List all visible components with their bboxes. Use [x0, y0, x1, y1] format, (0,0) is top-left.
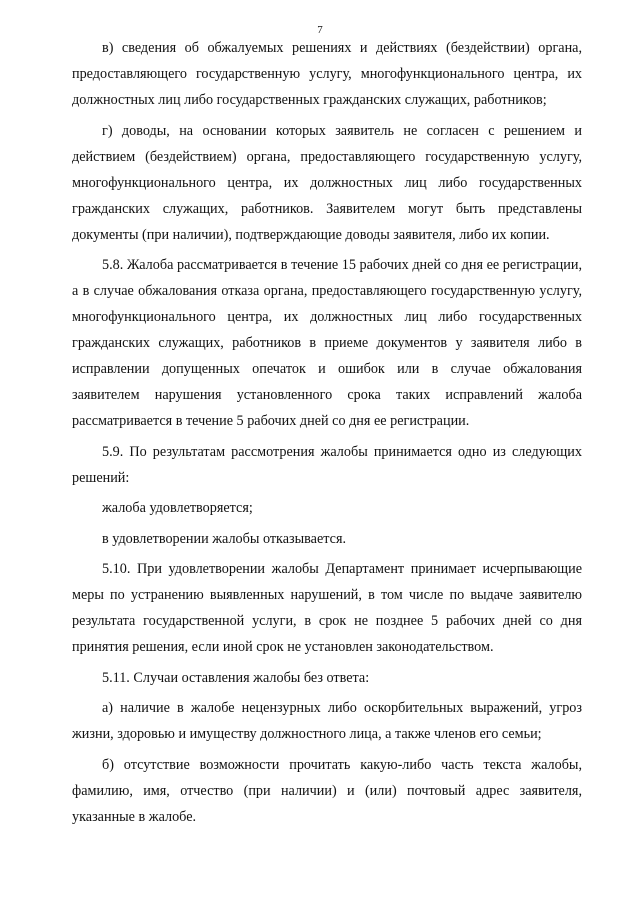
document-body [72, 35, 582, 834]
decision-refused: в удовлетворении жалобы отказывается. [102, 530, 347, 547]
paragraph-b-unreadable-text: б) отсутствие возможности прочитать какую-либо часть текста жалобы, фамилию, имя, отчество (при наличии) и (или) почтовый адрес заявителя, указанные в жалобе. [72, 756, 582, 825]
paragraph-5-8-review-period: 5.8. Жалоба рассматривается в течение 15 рабочих дней со дня ее регистрации, а в случае обжалования отказа органа, предоставляющего государственную услугу, многофункционального центра, их должностных лиц либо государственных гражданских служащих, работников в приеме документов у заявителя либо в исправлении допущенных опечаток и ошибок или в случае обжалования заявителем нарушения установленного срока таких исправлений жалоба рассматривается в течение 5 рабочих дней со дня ее регистрации. [72, 257, 582, 429]
page-number: 7 [317, 24, 323, 36]
paragraph-g-arguments: г) доводы, на основании которых заявитель не согласен с решением и действием (бездействием) органа, предоставляющего государственную услугу, многофункционального центра, их должностных лиц либо государственных гражданских служащих, работников. Заявителем могут быть представлены документы (при наличии), подтверждающие доводы заявителя, либо их копии. [72, 122, 582, 243]
paragraph-v-appeal-details: в) сведения об обжалуемых решениях и действиях (бездействии) органа, предоставляющего государственную услугу, многофункционального центра, их должностных лиц либо государственных гражданских служащих, работников; [72, 40, 582, 108]
paragraph-a-obscene-language: а) наличие в жалобе нецензурных либо оскорбительных выражений, угроз жизни, здоровью и имуществу должностного лица, а также членов его семьи; [72, 700, 582, 742]
paragraph-5-10-remedy: 5.10. При удовлетворении жалобы Департамент принимает исчерпывающие меры по устранению выявленных нарушений, в том числе по выдаче заявителю результата государственной услуги, в срок не позднее 5 рабочих дней со дня принятия решения, если иной срок не установлен законодательством. [72, 561, 582, 655]
decision-granted: жалоба удовлетворяется; [102, 500, 253, 516]
paragraph-5-9-decisions: 5.9. По результатам рассмотрения жалобы принимается одно из следующих решений: [72, 443, 582, 486]
paragraph-5-11-no-answer: 5.11. Случаи оставления жалобы без ответа: [102, 669, 370, 686]
